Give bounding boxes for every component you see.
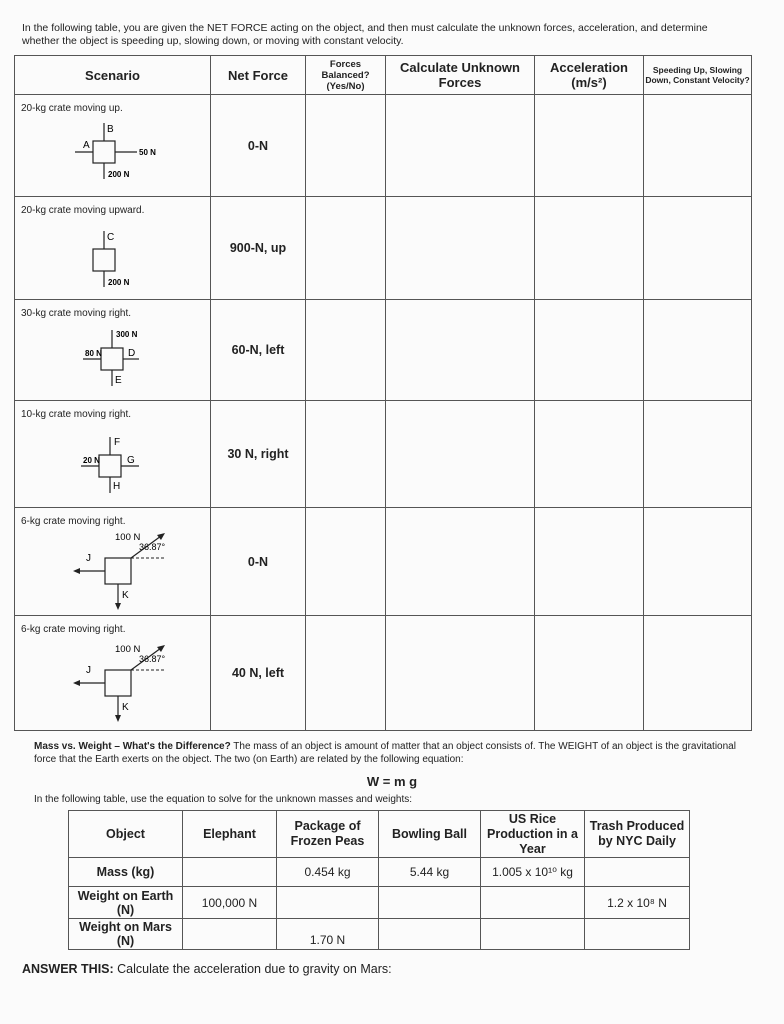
- mass-weight-header-row: [69, 811, 690, 858]
- forces-header-row: [15, 56, 752, 95]
- net-force-cell: 900-N, up: [211, 197, 306, 300]
- free-body-diagram: [55, 636, 205, 726]
- free-body-diagram: [55, 528, 205, 612]
- balanced-cell[interactable]: [306, 616, 386, 731]
- cell-mass-bowling-ball: 5.44 kg: [379, 858, 481, 887]
- unknown-forces-cell[interactable]: [386, 300, 535, 401]
- acceleration-cell[interactable]: [535, 508, 644, 616]
- balanced-cell[interactable]: [306, 300, 386, 401]
- force-value: 80 N: [85, 349, 102, 358]
- unknown-forces-cell[interactable]: [386, 95, 535, 197]
- balanced-cell[interactable]: [306, 508, 386, 616]
- header-acceleration: [535, 56, 644, 95]
- force-value: 100 N: [115, 532, 141, 543]
- angle-label: 36.87°: [139, 542, 166, 552]
- force-label-j: J: [86, 553, 91, 564]
- unknown-forces-cell[interactable]: [386, 401, 535, 508]
- speeding-cell[interactable]: [644, 95, 752, 197]
- net-force-cell: 30 N, right: [211, 401, 306, 508]
- force-label-a: A: [83, 140, 90, 151]
- header-frozen-peas: Package of Frozen Peas: [277, 811, 379, 858]
- scenario-cell: [15, 300, 211, 401]
- force-label-g: G: [127, 455, 135, 466]
- force-label-f: F: [114, 437, 121, 448]
- force-value: 200 N: [108, 278, 130, 287]
- intro-text: In the following table, you are given the NET FORCE acting on the object, and then must calculate the unknown forces, acceleration, and determine whether the object is speeding up, slowing down, or moving with constant velocity.: [22, 22, 708, 47]
- cell-mars-elephant[interactable]: [183, 919, 277, 950]
- cell-earth-bowling-ball[interactable]: [379, 887, 481, 919]
- scenario-label: 6-kg crate moving right.: [21, 624, 126, 635]
- scenario-label: 6-kg crate moving right.: [21, 516, 126, 527]
- scenario-cell: [15, 616, 211, 731]
- acceleration-cell[interactable]: [535, 300, 644, 401]
- header-bowling-ball: Bowling Ball: [379, 811, 481, 858]
- row-label-weight-mars: Weight on Mars (N): [69, 919, 183, 950]
- speeding-cell[interactable]: [644, 616, 752, 731]
- force-value: 50 N: [139, 148, 156, 157]
- force-label-b: B: [107, 124, 114, 135]
- cell-mars-bowling-ball[interactable]: [379, 919, 481, 950]
- mass-weight-instruction: In the following table, use the equation to solve for the unknown masses and weights:: [34, 794, 413, 805]
- scenario-label: 20-kg crate moving up.: [21, 103, 123, 114]
- header-speeding: Speeding Up, Slowing Down, Constant Velocity?: [644, 56, 752, 95]
- acceleration-cell[interactable]: [535, 197, 644, 300]
- force-label-d: D: [128, 348, 136, 359]
- force-value: 200 N: [108, 170, 130, 179]
- scenario-cell: [15, 95, 211, 197]
- scenario-cell: [15, 401, 211, 508]
- scenario-cell: [15, 197, 211, 300]
- acceleration-cell[interactable]: [535, 401, 644, 508]
- scenario-label: 20-kg crate moving upward.: [21, 205, 145, 216]
- scenario-label: 10-kg crate moving right.: [21, 409, 132, 420]
- balanced-cell[interactable]: [306, 95, 386, 197]
- balanced-cell[interactable]: [306, 401, 386, 508]
- free-body-diagram: [55, 217, 195, 297]
- cell-mass-peas: 0.454 kg: [277, 858, 379, 887]
- answer-prompt: [22, 962, 392, 976]
- acceleration-cell[interactable]: [535, 95, 644, 197]
- speeding-cell[interactable]: [644, 508, 752, 616]
- balanced-cell[interactable]: [306, 197, 386, 300]
- header-net-force: Net Force: [211, 56, 306, 95]
- header-us-rice: US Rice Production in a Year: [481, 811, 585, 858]
- cell-mars-rice[interactable]: [481, 919, 585, 950]
- net-force-cell: 0-N: [211, 95, 306, 197]
- mass-weight-intro: [34, 741, 739, 766]
- table-row: [15, 197, 752, 300]
- header-object: Object: [69, 811, 183, 858]
- force-label-j: J: [86, 665, 91, 676]
- mass-weight-text: The mass of an object is amount of matter that an object consists of. The WEIGHT of an object is the gravitational force that the Earth exerts on the object. The two (on Earth) are related by the following equation:: [34, 741, 736, 765]
- header-acceleration-unit: (m/s²): [571, 75, 607, 90]
- cell-mars-trash[interactable]: [585, 919, 690, 950]
- table-row: [15, 508, 752, 616]
- free-body-diagram: [55, 421, 195, 501]
- header-acceleration-label: Acceleration: [549, 60, 629, 75]
- force-value: 100 N: [115, 644, 141, 655]
- cell-mass-trash[interactable]: [585, 858, 690, 887]
- unknown-forces-cell[interactable]: [386, 616, 535, 731]
- table-row: [15, 300, 752, 401]
- table-row: [69, 919, 690, 950]
- scenario-label: 30-kg crate moving right.: [21, 308, 132, 319]
- speeding-cell[interactable]: [644, 300, 752, 401]
- force-value: 20 N: [83, 456, 100, 465]
- force-label-h: H: [113, 481, 121, 492]
- weight-equation: W = m g: [366, 774, 418, 789]
- header-unknown-forces: Calculate Unknown Forces: [386, 56, 535, 95]
- table-row: [15, 401, 752, 508]
- cell-earth-trash: 1.2 x 10⁸ N: [585, 887, 690, 919]
- table-row: [15, 616, 752, 731]
- net-force-cell: 0-N: [211, 508, 306, 616]
- free-body-diagram: [55, 115, 195, 195]
- cell-mass-elephant[interactable]: [183, 858, 277, 887]
- net-force-cell: 60-N, left: [211, 300, 306, 401]
- table-row: [69, 887, 690, 919]
- header-nyc-trash: Trash Produced by NYC Daily: [585, 811, 690, 858]
- force-label-c: C: [107, 232, 115, 243]
- force-label-k: K: [122, 590, 129, 601]
- cell-earth-peas[interactable]: [277, 887, 379, 919]
- row-label-weight-earth: Weight on Earth (N): [69, 887, 183, 919]
- acceleration-cell[interactable]: [535, 616, 644, 731]
- answer-text: Calculate the acceleration due to gravity on Mars:: [113, 962, 392, 976]
- force-label-e: E: [115, 375, 122, 386]
- force-value: 300 N: [116, 330, 138, 339]
- angle-label: 36.87°: [139, 654, 166, 664]
- cell-earth-elephant: 100,000 N: [183, 887, 277, 919]
- header-elephant: Elephant: [183, 811, 277, 858]
- answer-heading: ANSWER THIS:: [22, 962, 114, 976]
- forces-table: [14, 55, 752, 731]
- table-row: [69, 858, 690, 887]
- cell-mass-rice: 1.005 x 10¹⁰ kg: [481, 858, 585, 887]
- header-scenario: Scenario: [15, 56, 211, 95]
- speeding-cell[interactable]: [644, 401, 752, 508]
- header-balanced: Forces Balanced? (Yes/No): [306, 56, 386, 95]
- net-force-cell: 40 N, left: [211, 616, 306, 731]
- cell-mars-peas: 1.70 N: [277, 919, 379, 950]
- force-label-k: K: [122, 702, 129, 713]
- speeding-cell[interactable]: [644, 197, 752, 300]
- unknown-forces-cell[interactable]: [386, 197, 535, 300]
- scenario-cell: [15, 508, 211, 616]
- cell-earth-rice[interactable]: [481, 887, 585, 919]
- mass-weight-table: [68, 810, 690, 950]
- row-label-mass: Mass (kg): [69, 858, 183, 887]
- table-row: [15, 95, 752, 197]
- free-body-diagram: [55, 320, 195, 400]
- unknown-forces-cell[interactable]: [386, 508, 535, 616]
- mass-weight-heading: Mass vs. Weight – What's the Difference?: [34, 741, 231, 752]
